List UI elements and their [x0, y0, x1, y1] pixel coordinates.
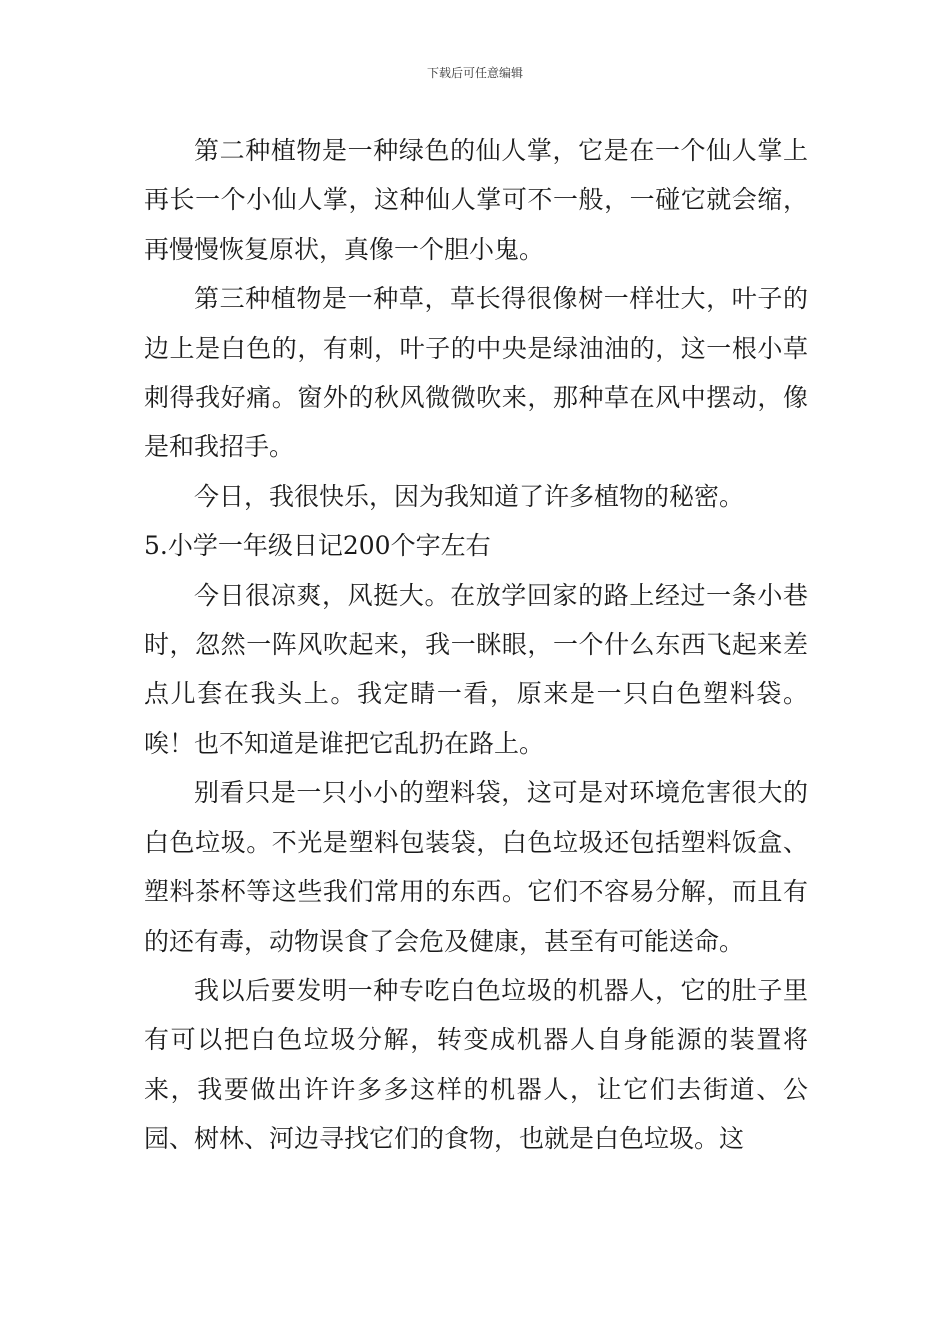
- paragraph-white-pollution: 别看只是一只小小的塑料袋，这可是对环境危害很大的白色垃圾。不光是塑料包装袋，白色垃圾还包括塑料饭盒、塑料茶杯等这些我们常用的东西。它们不容易分解，而且有的还有毒，动物误食了会危及健康，甚至有可能送命。: [144, 778, 808, 956]
- page-header: 下载后可任意编辑: [426, 66, 523, 80]
- paragraph-plant-two: 第二种植物是一种绿色的仙人掌，它是在一个仙人掌上再长一个小仙人掌，这种仙人掌可不一般，一碰它就会缩，再慢慢恢复原状，真像一个胆小鬼。: [144, 136, 808, 264]
- paragraph-robot-invention: 我以后要发明一种专吃白色垃圾的机器人，它的肚子里有可以把白色垃圾分解，转变成机器人自身能源的装置将来，我要做出许许多多这样的机器人，让它们去街道、公园、树林、河边寻找它们的食物，也就是白色垃圾。这: [144, 975, 808, 1154]
- document-body: [144, 126, 808, 1164]
- paragraph-plant-three: 第三种植物是一种草，草长得很像树一样壮大，叶子的边上是白色的，有刺，叶子的中央是绿油油的，这一根小草刺得我好痛。窗外的秋风微微吹来，那种草在风中摆动，像是和我招手。: [144, 284, 808, 462]
- paragraph-today-happy: 今日，我很快乐，因为我知道了许多植物的秘密。: [194, 481, 745, 511]
- section-heading: 5.小学一年级日记200个字左右: [144, 531, 491, 561]
- paragraph-plastic-bag: 今日很凉爽，风挺大。在放学回家的路上经过一条小巷时，忽然一阵风吹起来，我一眯眼，一个什么东西飞起来差点儿套在我头上。我定睛一看，原来是一只白色塑料袋。唉！也不知道是谁把它乱扔在路上。: [144, 580, 808, 758]
